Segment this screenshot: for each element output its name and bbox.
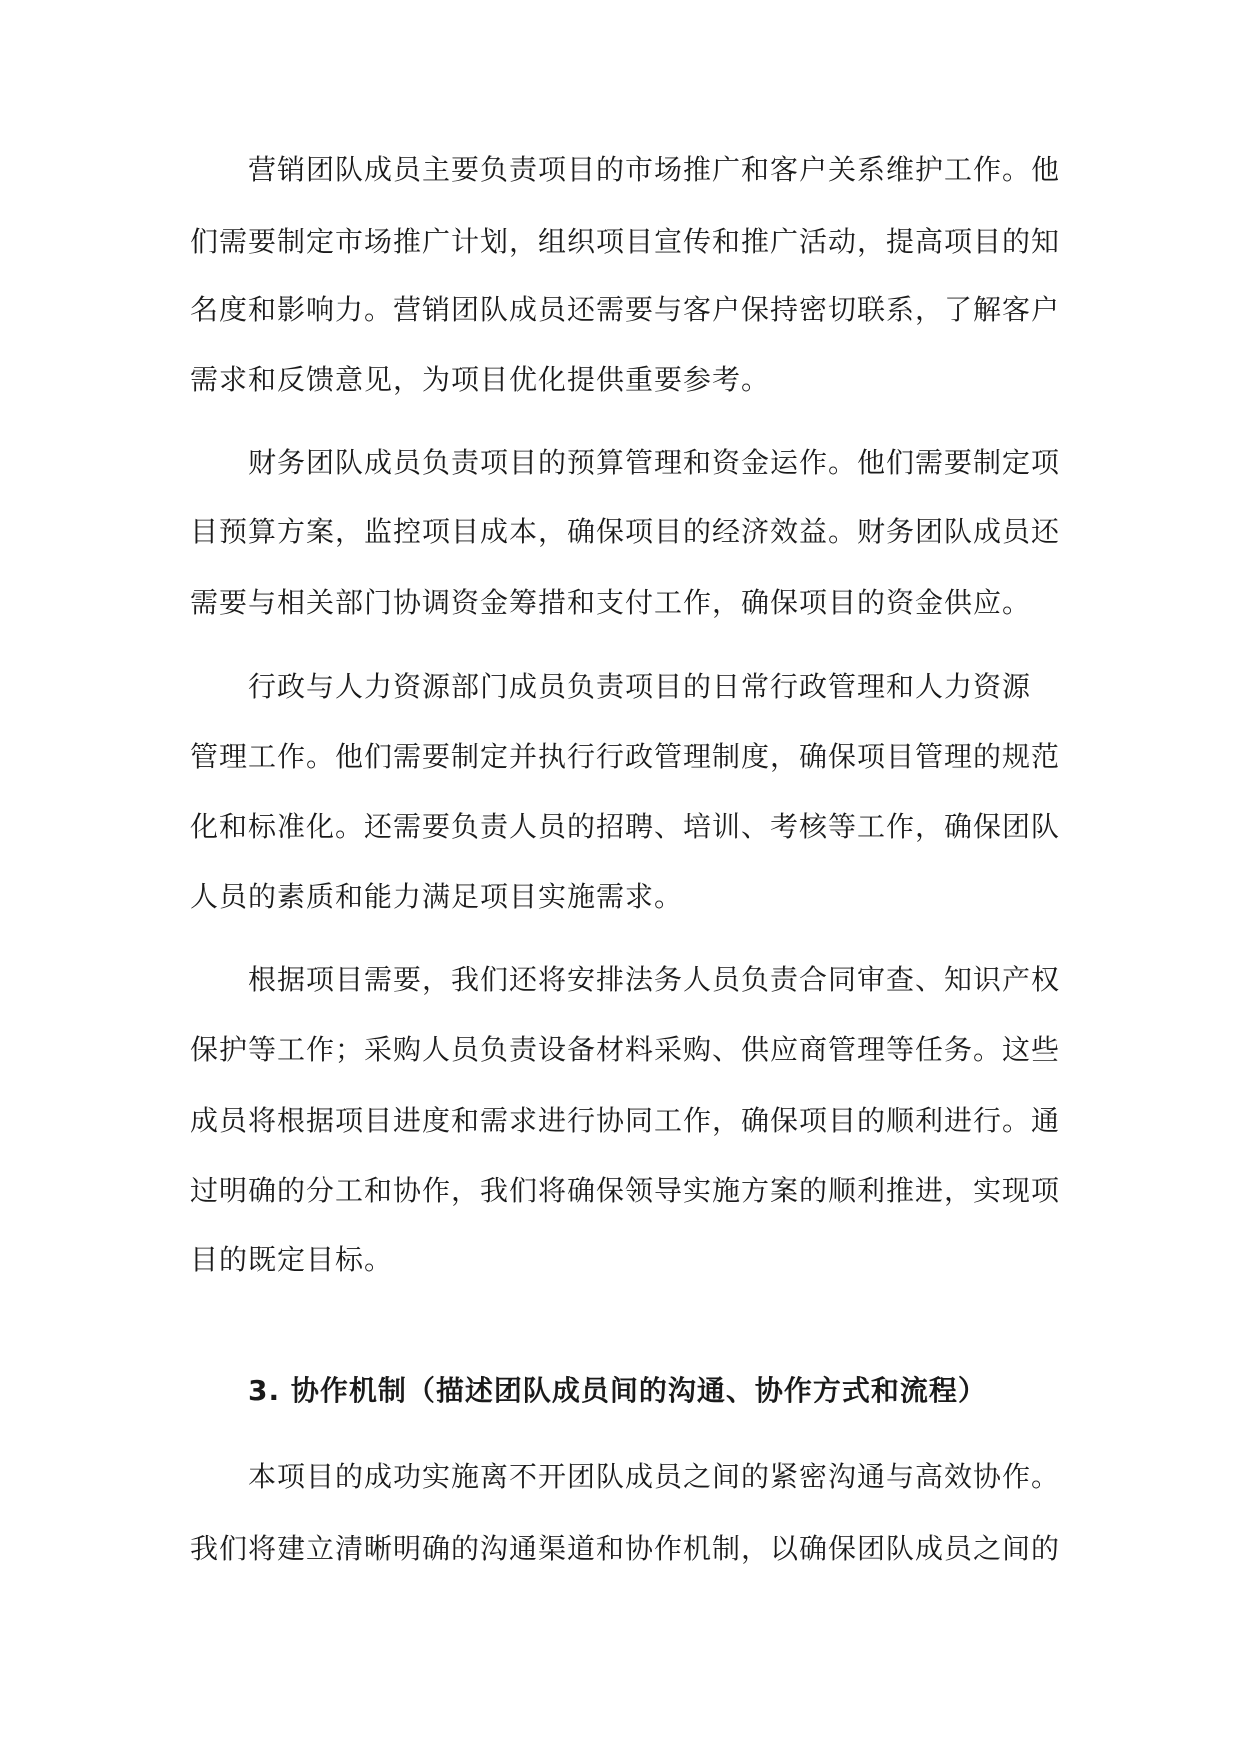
paragraph-legal-line-2: 保护等工作；采购人员负责设备材料采购、供应商管理等任务。这些 (190, 1033, 1061, 1066)
paragraph-marketing-line-3: 名度和影响力。营销团队成员还需要与客户保持密切联系，了解客户 (190, 293, 1061, 326)
paragraph-legal-line-5: 目的既定目标。 (190, 1243, 394, 1276)
section-heading: 3. 协作机制（描述团队成员间的沟通、协作方式和流程） (248, 1374, 987, 1407)
paragraph-marketing-line-4: 需求和反馈意见，为项目优化提供重要参考。 (190, 363, 771, 396)
paragraph-admin-line-2: 管理工作。他们需要制定并执行行政管理制度，确保项目管理的规范 (190, 740, 1061, 773)
paragraph-legal-line-4: 过明确的分工和协作，我们将确保领导实施方案的顺利推进，实现项 (190, 1174, 1061, 1207)
paragraph-finance-line-3: 需要与相关部门协调资金筹措和支付工作，确保项目的资金供应。 (190, 586, 1032, 619)
paragraph-marketing-line-1: 营销团队成员主要负责项目的市场推广和客户关系维护工作。他 (248, 153, 1061, 186)
paragraph-finance-line-2: 目预算方案，监控项目成本，确保项目的经济效益。财务团队成员还 (190, 515, 1061, 548)
paragraph-admin-line-4: 人员的素质和能力满足项目实施需求。 (190, 880, 684, 913)
paragraph-marketing-line-2: 们需要制定市场推广计划，组织项目宣传和推广活动，提高项目的知 (190, 225, 1061, 258)
paragraph-finance-line-1: 财务团队成员负责项目的预算管理和资金运作。他们需要制定项 (248, 446, 1061, 479)
paragraph-legal-line-3: 成员将根据项目进度和需求进行协同工作，确保项目的顺利进行。通 (190, 1104, 1061, 1137)
paragraph-legal-line-1: 根据项目需要，我们还将安排法务人员负责合同审查、知识产权 (248, 963, 1061, 996)
paragraph-collaboration-line-1: 本项目的成功实施离不开团队成员之间的紧密沟通与高效协作。 (248, 1460, 1061, 1493)
paragraph-admin-line-3: 化和标准化。还需要负责人员的招聘、培训、考核等工作，确保团队 (190, 810, 1061, 843)
paragraph-collaboration-line-2: 我们将建立清晰明确的沟通渠道和协作机制，以确保团队成员之间的 (190, 1532, 1061, 1565)
paragraph-admin-line-1: 行政与人力资源部门成员负责项目的日常行政管理和人力资源 (248, 670, 1032, 703)
